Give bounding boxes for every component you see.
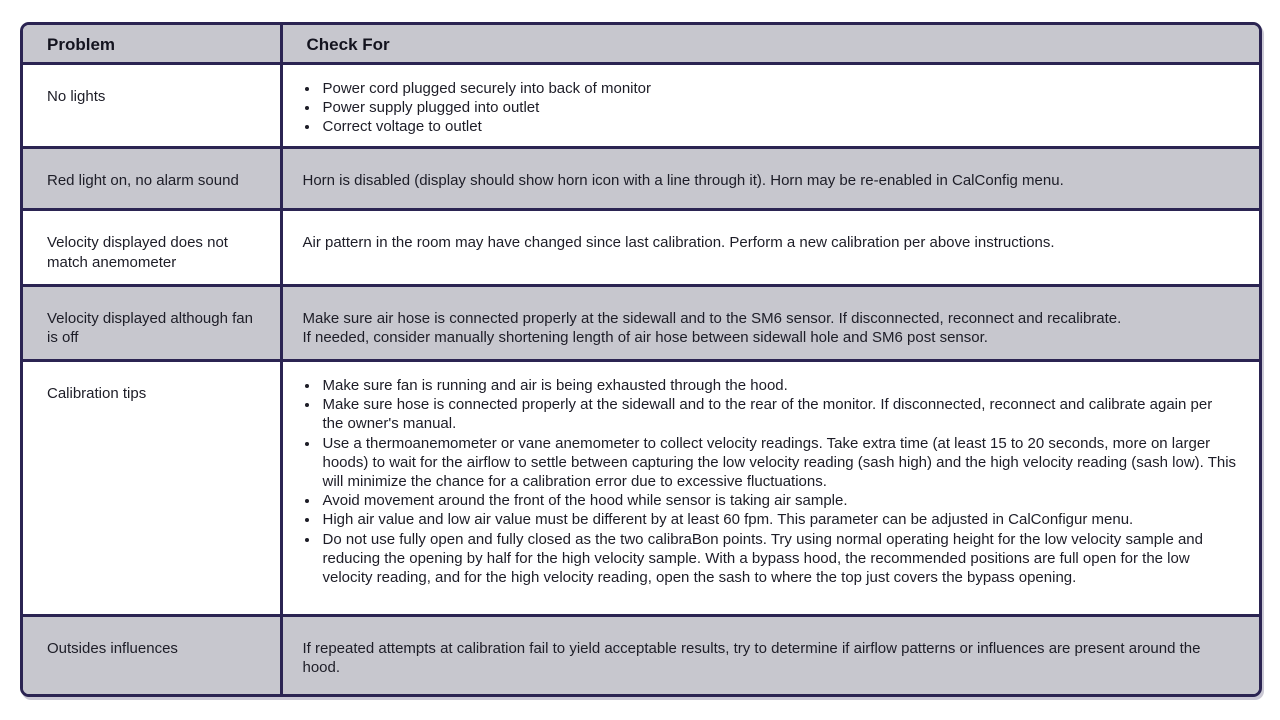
problem-label: Calibration tips	[47, 385, 147, 403]
check-for-bullet-item: • Make sure fan is running and air is being exhausted through the hood.	[320, 376, 1238, 395]
problem-label: Velocity displayed although fan is off	[47, 309, 253, 346]
table-header	[23, 25, 1259, 63]
table-row	[23, 63, 1259, 148]
troubleshooting-table	[23, 25, 1259, 697]
problem-cell	[23, 63, 281, 148]
table-body	[23, 63, 1259, 696]
problem-cell	[23, 361, 281, 616]
troubleshooting-table-frame	[20, 22, 1262, 697]
check-for-text-line: If repeated attempts at calibration fail to yield acceptable results, try to determine if airflow patterns or influences are present around the hood.	[302, 640, 1201, 677]
check-for-text-line: Make sure air hose is connected properly at the sidewall and to the SM6 sensor. If disconnected, reconnect and recalibrate.	[302, 309, 1122, 327]
problem-cell	[23, 285, 281, 360]
table-row	[23, 361, 1259, 616]
table-row	[23, 148, 1259, 210]
check-for-cell	[281, 616, 1259, 697]
check-for-cell	[281, 285, 1259, 360]
check-for-cell	[281, 210, 1259, 285]
check-for-bullet-item: • Avoid movement around the front of the hood while sensor is taking air sample.	[320, 491, 1238, 510]
check-for-cell	[281, 148, 1259, 210]
problem-cell	[23, 210, 281, 285]
check-for-bullet-list	[303, 79, 1238, 137]
check-for-bullet-item: • Power cord plugged securely into back of monitor	[320, 79, 1238, 98]
column-header-problem: Problem	[23, 25, 281, 63]
table-row	[23, 285, 1259, 360]
problem-label: Outsides influences	[47, 640, 178, 658]
problem-label: Velocity displayed does not match anemometer	[47, 234, 228, 271]
column-header-check-for: Check For	[281, 25, 1259, 63]
check-for-bullet-item: • Make sure hose is connected properly at the sidewall and to the rear of the monitor. If disconnected, reconnect and calibrate again per the owner's manual.	[320, 395, 1238, 433]
check-for-bullet-item: • Do not use fully open and fully closed as the two calibraBon points. Try using normal operating height for the low velocity sample and reducing the opening by half for the high velocity sample. With a bypass hood, the recommended positions are full open for the low velocity reading, and for the high velocity reading, open the sash to where the top just covers the bypass opening.	[320, 530, 1238, 588]
check-for-cell	[281, 63, 1259, 148]
check-for-text-line: Horn is disabled (display should show horn icon with a line through it). Horn may be re-enabled in CalConfig menu.	[302, 172, 1064, 190]
header-row	[23, 25, 1259, 63]
check-for-bullet-list	[303, 376, 1238, 587]
problem-cell	[23, 616, 281, 697]
check-for-text-line: If needed, consider manually shortening length of air hose between sidewall hole and SM6 post sensor.	[302, 328, 988, 346]
problem-cell	[23, 148, 281, 210]
problem-label: No lights	[47, 87, 106, 105]
table-row	[23, 210, 1259, 285]
check-for-bullet-item: • Power supply plugged into outlet	[320, 98, 1238, 117]
problem-label: Red light on, no alarm sound	[47, 172, 239, 190]
check-for-text-line: Air pattern in the room may have changed since last calibration. Perform a new calibration per above instructions.	[302, 234, 1055, 252]
check-for-bullet-item: • Correct voltage to outlet	[320, 117, 1238, 136]
check-for-bullet-item: • Use a thermoanemometer or vane anemometer to collect velocity readings. Take extra time (at least 15 to 20 seconds, more on larger hoods) to wait for the airflow to settle between capturing the low velocity reading (sash high) and the high velocity reading (sash low). This will minimize the chance for a calibration error due to excessive fluctuations.	[320, 434, 1238, 492]
check-for-cell	[281, 361, 1259, 616]
table-row	[23, 616, 1259, 697]
check-for-bullet-item: • High air value and low air value must be different by at least 60 fpm. This parameter can be adjusted in CalConfigur menu.	[320, 510, 1238, 529]
